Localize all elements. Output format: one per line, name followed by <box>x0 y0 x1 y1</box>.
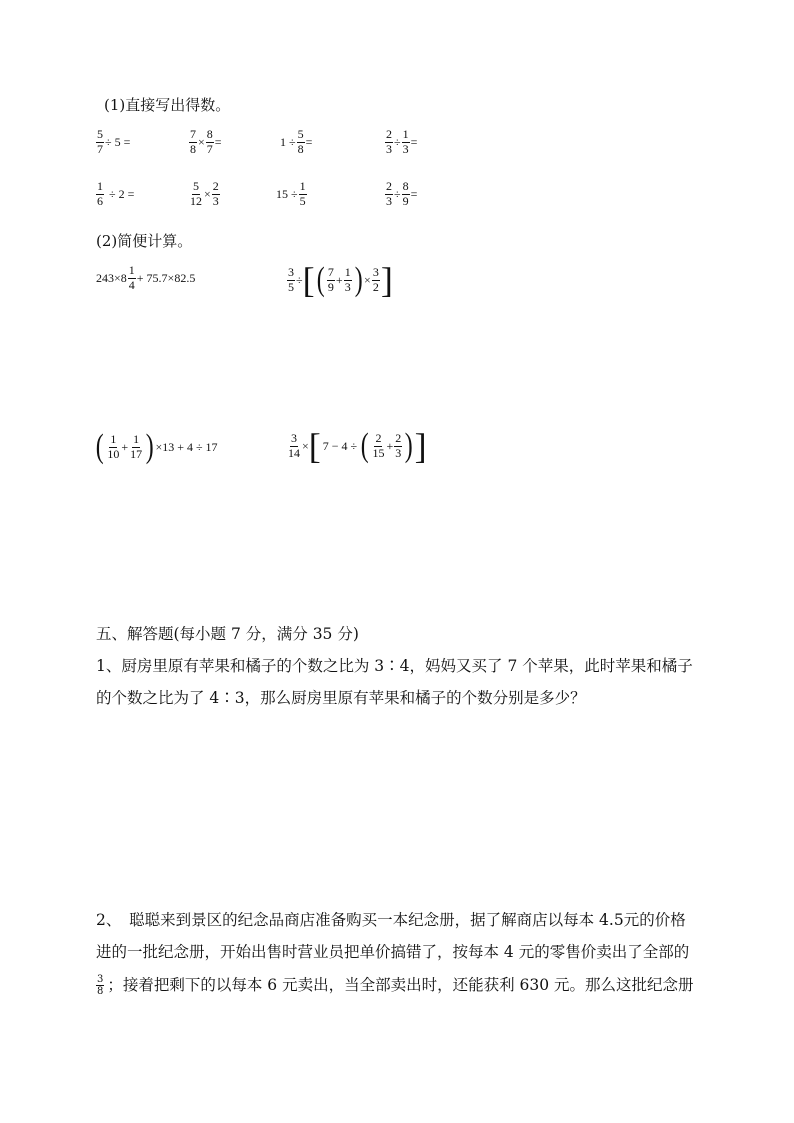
expr-r1-3: 1 ÷ $\frac{5}{8}$ = <box>280 127 313 156</box>
fraction: $\frac{5}{8}$ <box>297 127 304 156</box>
expr-r2-4: $\frac{2}{3}$ ÷ $\frac{8}{9}$ = <box>386 179 418 208</box>
fraction: $\frac{3}{14}$ <box>288 430 300 460</box>
fraction: $\frac{1}{4}$ <box>128 263 135 292</box>
right-bracket: ] <box>380 260 393 300</box>
question-1-line-1: 1、厨房里原有苹果和橘子的个数之比为 3∶4，妈妈又买了 7 个苹果，此时苹果和橘子 <box>96 657 693 675</box>
calc-4: $\frac{3}{14}$ × [ 7 − 4 ÷ ( $\frac{2}{15}$ + $\frac{2}{3}$ ) ] <box>288 426 427 466</box>
fraction: $\frac{2}{3}$ <box>386 179 392 208</box>
fraction: $\frac{3}{5}$ <box>288 264 294 294</box>
section-1-title: (1)直接写出得数。 <box>104 96 231 114</box>
fraction: $\frac{1}{17}$ <box>130 431 143 461</box>
fraction: $\frac{2}{3}$ <box>212 179 219 208</box>
right-paren: ) <box>354 261 363 298</box>
calc-3: ( $\frac{1}{10}$ + $\frac{1}{17}$ ) ×13 + 4 ÷ 17 <box>95 428 218 465</box>
fraction: $\frac{2}{3}$ <box>386 127 392 156</box>
question-2-line-3: $\frac{3}{8}$ ；接着把剩下的以每本 6 元卖出，当全部卖出时，还能获利 630 元。那么这批纪念册 <box>97 974 694 997</box>
right-paren: ) <box>404 427 413 464</box>
fraction: $\frac{7}{8}$ <box>190 127 196 156</box>
fraction: $\frac{3}{8}$ <box>97 974 104 997</box>
part-5-title: 五、解答题(每小题 7 分，满分 35 分) <box>96 625 359 643</box>
expr-r1-2: $\frac{7}{8}$ × $\frac{8}{7}$ = <box>190 127 222 156</box>
section-2-title: (2)简便计算。 <box>96 232 193 250</box>
calc-1: 243×8 $\frac{1}{4}$ + 75.7×82.5 <box>96 263 196 292</box>
right-paren: ) <box>145 428 154 465</box>
fraction: $\frac{3}{2}$ <box>372 264 379 294</box>
fraction: $\frac{1}{5}$ <box>299 179 306 208</box>
question-2-line-1: 2、 聪聪来到景区的纪念品商店准备购买一本纪念册，据了解商店以每本 4.5元的价格 <box>96 911 686 929</box>
left-paren: ( <box>95 428 104 465</box>
left-bracket: [ <box>308 426 321 466</box>
fraction: $\frac{1}{3}$ <box>344 264 351 294</box>
fraction: $\frac{5}{12}$ <box>190 179 202 208</box>
fraction: $\frac{1}{10}$ <box>107 431 120 461</box>
fraction: $\frac{7}{9}$ <box>327 264 334 294</box>
expr-r2-1: $\frac{1}{6}$ ÷ 2 = <box>97 179 135 208</box>
fraction: $\frac{5}{7}$ <box>97 127 103 156</box>
left-paren: ( <box>360 427 369 464</box>
question-2-line-2: 进的一批纪念册，开始出售时营业员把单价搞错了，按每本 4 元的零售价卖出了全部的 <box>96 943 690 961</box>
fraction: $\frac{8}{7}$ <box>206 127 213 156</box>
calc-2: $\frac{3}{5}$ ÷ [ ( $\frac{7}{9}$ + $\frac{1}{3}$ ) × $\frac{3}{2}$ ] <box>288 260 393 300</box>
expr-r1-4: $\frac{2}{3}$ ÷ $\frac{1}{3}$ = <box>386 127 418 156</box>
expr-r2-3: 15 ÷ $\frac{1}{5}$ <box>276 179 306 208</box>
fraction: $\frac{1}{3}$ <box>402 127 409 156</box>
expr-r1-1: $\frac{5}{7}$ ÷ 5 = <box>97 127 131 156</box>
fraction: $\frac{2}{3}$ <box>395 430 402 460</box>
expr-r2-2: $\frac{5}{12}$ × $\frac{2}{3}$ <box>190 179 219 208</box>
right-bracket: ] <box>414 426 427 466</box>
left-bracket: [ <box>302 260 315 300</box>
fraction: $\frac{1}{6}$ <box>97 179 103 208</box>
left-paren: ( <box>316 261 325 298</box>
fraction: $\frac{2}{15}$ <box>372 430 385 460</box>
question-1-line-2: 的个数之比为了 4∶3，那么厨房里原有苹果和橘子的个数分别是多少？ <box>96 689 586 707</box>
fraction: $\frac{8}{9}$ <box>402 179 409 208</box>
